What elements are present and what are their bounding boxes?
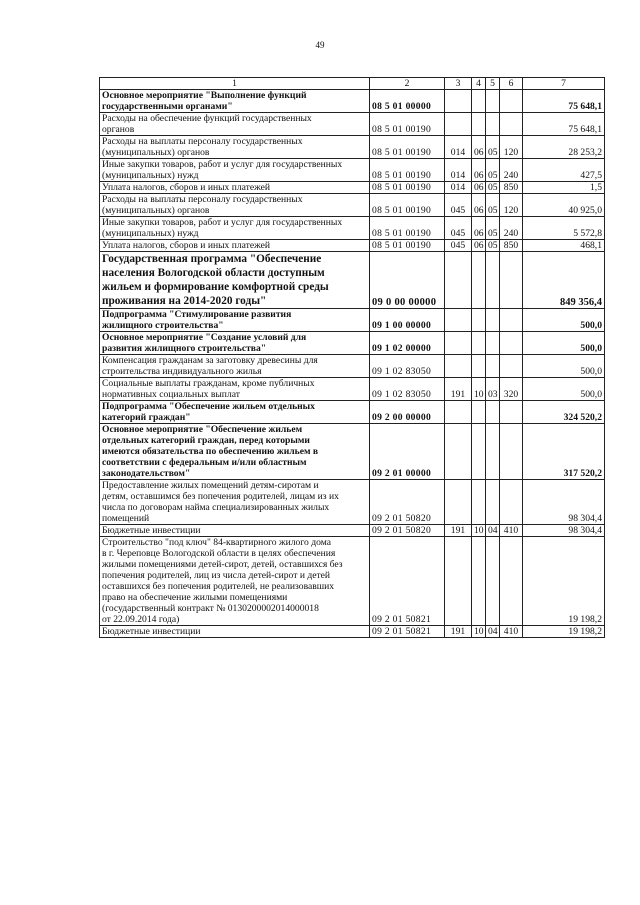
subsection-cell bbox=[486, 90, 500, 113]
section-cell: 06 bbox=[472, 159, 486, 182]
amount-cell: 500,0 bbox=[523, 378, 605, 401]
department-code-cell: 045 bbox=[445, 240, 472, 252]
target-article-cell: 09 2 01 50820 bbox=[370, 525, 445, 537]
subsection-cell: 05 bbox=[486, 240, 500, 252]
section-cell bbox=[472, 309, 486, 332]
amount-cell: 98 304,4 bbox=[523, 480, 605, 525]
subsection-cell bbox=[486, 252, 500, 309]
row-name-cell: Основное мероприятие "Выполнение функций государственными органами" bbox=[100, 90, 370, 113]
row-name-cell: Иные закупки товаров, работ и услуг для государственных (муниципальных) нужд bbox=[100, 159, 370, 182]
subsection-cell: 04 bbox=[486, 525, 500, 537]
subsection-cell: 05 bbox=[486, 194, 500, 217]
section-cell: 06 bbox=[472, 240, 486, 252]
subsection-cell bbox=[486, 355, 500, 378]
row-name-cell: Иные закупки товаров, работ и услуг для государственных (муниципальных) нужд bbox=[100, 217, 370, 240]
expense-type-cell bbox=[500, 90, 523, 113]
row-name-cell: Расходы на выплаты персоналу государственных (муниципальных) органов bbox=[100, 194, 370, 217]
row-name-cell: Бюджетные инвестиции bbox=[100, 626, 370, 638]
header-row bbox=[100, 78, 605, 90]
row-name-cell: Подпрограмма "Обеспечение жильем отдельных категорий граждан" bbox=[100, 401, 370, 424]
row-name-cell: Основное мероприятие "Обеспечение жильем отдельных категорий граждан, перед которыми имеются обязательства по обеспечению жильем в соответствии с федеральным и/или областным законодательством" bbox=[100, 424, 370, 480]
amount-cell: 849 356,4 bbox=[523, 252, 605, 309]
subsection-cell: 04 bbox=[486, 626, 500, 638]
expense-type-cell: 850 bbox=[500, 182, 523, 194]
department-code-cell: 045 bbox=[445, 194, 472, 217]
target-article-cell: 09 2 01 50821 bbox=[370, 537, 445, 626]
expense-type-cell bbox=[500, 113, 523, 136]
amount-cell: 5 572,8 bbox=[523, 217, 605, 240]
department-code-cell bbox=[445, 401, 472, 424]
column-header: 7 bbox=[523, 78, 605, 90]
section-cell bbox=[472, 355, 486, 378]
table-row bbox=[100, 537, 605, 626]
section-cell: 10 bbox=[472, 525, 486, 537]
section-cell: 06 bbox=[472, 194, 486, 217]
column-header: 3 bbox=[445, 78, 472, 90]
expense-type-cell bbox=[500, 355, 523, 378]
table-row bbox=[100, 626, 605, 638]
subsection-cell: 05 bbox=[486, 159, 500, 182]
table-row bbox=[100, 401, 605, 424]
section-cell: 06 bbox=[472, 136, 486, 159]
department-code-cell: 045 bbox=[445, 217, 472, 240]
row-name-cell: Уплата налогов, сборов и иных платежей bbox=[100, 240, 370, 252]
amount-cell: 75 648,1 bbox=[523, 113, 605, 136]
target-article-cell: 08 5 01 00190 bbox=[370, 159, 445, 182]
department-code-cell: 191 bbox=[445, 525, 472, 537]
section-cell bbox=[472, 480, 486, 525]
table-row bbox=[100, 332, 605, 355]
expense-type-cell bbox=[500, 252, 523, 309]
row-name-cell: Основное мероприятие "Создание условий для развития жилищного строительства" bbox=[100, 332, 370, 355]
target-article-cell: 08 5 01 00000 bbox=[370, 90, 445, 113]
department-code-cell bbox=[445, 309, 472, 332]
section-cell: 10 bbox=[472, 626, 486, 638]
budget-table bbox=[99, 77, 605, 638]
target-article-cell: 08 5 01 00190 bbox=[370, 113, 445, 136]
table-row bbox=[100, 217, 605, 240]
amount-cell: 1,5 bbox=[523, 182, 605, 194]
amount-cell: 468,1 bbox=[523, 240, 605, 252]
amount-cell: 40 925,0 bbox=[523, 194, 605, 217]
target-article-cell: 09 2 01 50820 bbox=[370, 480, 445, 525]
expense-type-cell: 410 bbox=[500, 626, 523, 638]
target-article-cell: 09 2 01 00000 bbox=[370, 424, 445, 480]
target-article-cell: 08 5 01 00190 bbox=[370, 182, 445, 194]
row-name-cell: Расходы на выплаты персоналу государственных (муниципальных) органов bbox=[100, 136, 370, 159]
subsection-cell: 05 bbox=[486, 182, 500, 194]
row-name-cell: Строительство "под ключ" 84-квартирного жилого дома в г. Череповце Вологодской области в целях обеспечения жилыми помещениями детей-сирот, детей, оставшихся без попечения родителей, лиц из числа детей-сирот и детей оставшихся без попечения родителей, не реализовавших право на обеспечение жилыми помещениями (государственный контракт № 0130200002014000018 от 22.09.2014 года) bbox=[100, 537, 370, 626]
section-cell bbox=[472, 537, 486, 626]
department-code-cell bbox=[445, 113, 472, 136]
expense-type-cell bbox=[500, 424, 523, 480]
expense-type-cell: 320 bbox=[500, 378, 523, 401]
amount-cell: 75 648,1 bbox=[523, 90, 605, 113]
amount-cell: 500,0 bbox=[523, 309, 605, 332]
section-cell bbox=[472, 424, 486, 480]
subsection-cell bbox=[486, 401, 500, 424]
expense-type-cell bbox=[500, 401, 523, 424]
table-row bbox=[100, 182, 605, 194]
table-row bbox=[100, 159, 605, 182]
section-cell bbox=[472, 332, 486, 355]
expense-type-cell bbox=[500, 537, 523, 626]
row-name-cell: Предоставление жилых помещений детям-сиротам и детям, оставшимся без попечения родителей, лицам из их числа по договорам найма специализированных жилых помещений bbox=[100, 480, 370, 525]
amount-cell: 500,0 bbox=[523, 332, 605, 355]
target-article-cell: 09 1 02 83050 bbox=[370, 355, 445, 378]
page-number: 49 bbox=[315, 40, 325, 50]
column-header: 6 bbox=[500, 78, 523, 90]
table-row bbox=[100, 378, 605, 401]
amount-cell: 317 520,2 bbox=[523, 424, 605, 480]
column-header: 2 bbox=[370, 78, 445, 90]
section-cell: 06 bbox=[472, 182, 486, 194]
expense-type-cell bbox=[500, 480, 523, 525]
table-row bbox=[100, 240, 605, 252]
department-code-cell: 191 bbox=[445, 626, 472, 638]
table-row bbox=[100, 252, 605, 309]
section-cell bbox=[472, 401, 486, 424]
section-cell bbox=[472, 113, 486, 136]
table-row bbox=[100, 136, 605, 159]
department-code-cell bbox=[445, 480, 472, 525]
section-cell: 06 bbox=[472, 217, 486, 240]
target-article-cell: 08 5 01 00190 bbox=[370, 217, 445, 240]
department-code-cell bbox=[445, 332, 472, 355]
subsection-cell bbox=[486, 309, 500, 332]
row-name-cell: Социальные выплаты гражданам, кроме публичных нормативных социальных выплат bbox=[100, 378, 370, 401]
subsection-cell bbox=[486, 332, 500, 355]
amount-cell: 427,5 bbox=[523, 159, 605, 182]
subsection-cell: 05 bbox=[486, 136, 500, 159]
table-row bbox=[100, 113, 605, 136]
department-code-cell bbox=[445, 90, 472, 113]
subsection-cell bbox=[486, 113, 500, 136]
department-code-cell bbox=[445, 355, 472, 378]
table-row bbox=[100, 424, 605, 480]
expense-type-cell: 120 bbox=[500, 194, 523, 217]
expense-type-cell: 850 bbox=[500, 240, 523, 252]
expense-type-cell: 120 bbox=[500, 136, 523, 159]
row-name-cell: Подпрограмма "Стимулирование развития жилищного строительства" bbox=[100, 309, 370, 332]
table-row bbox=[100, 194, 605, 217]
row-name-cell: Компенсация гражданам за заготовку древесины для строительства индивидуального жилья bbox=[100, 355, 370, 378]
table-row bbox=[100, 90, 605, 113]
table-row bbox=[100, 355, 605, 378]
subsection-cell: 03 bbox=[486, 378, 500, 401]
column-header: 5 bbox=[486, 78, 500, 90]
subsection-cell bbox=[486, 537, 500, 626]
target-article-cell: 09 1 02 00000 bbox=[370, 332, 445, 355]
target-article-cell: 08 5 01 00190 bbox=[370, 136, 445, 159]
target-article-cell: 08 5 01 00190 bbox=[370, 194, 445, 217]
row-name-cell: Государственная программа "Обеспечение населения Вологодской области доступным жильем и формирование комфортной среды проживания на 2014-2020 годы" bbox=[100, 252, 370, 309]
section-cell bbox=[472, 90, 486, 113]
amount-cell: 98 304,4 bbox=[523, 525, 605, 537]
table-row bbox=[100, 525, 605, 537]
row-name-cell: Уплата налогов, сборов и иных платежей bbox=[100, 182, 370, 194]
amount-cell: 19 198,2 bbox=[523, 537, 605, 626]
department-code-cell: 014 bbox=[445, 159, 472, 182]
expense-type-cell: 240 bbox=[500, 217, 523, 240]
section-cell bbox=[472, 252, 486, 309]
column-header: 1 bbox=[100, 78, 370, 90]
subsection-cell bbox=[486, 424, 500, 480]
row-name-cell: Расходы на обеспечение функций государственных органов bbox=[100, 113, 370, 136]
department-code-cell bbox=[445, 537, 472, 626]
expense-type-cell bbox=[500, 332, 523, 355]
target-article-cell: 09 2 00 00000 bbox=[370, 401, 445, 424]
table-row bbox=[100, 480, 605, 525]
subsection-cell: 05 bbox=[486, 217, 500, 240]
target-article-cell: 08 5 01 00190 bbox=[370, 240, 445, 252]
department-code-cell bbox=[445, 424, 472, 480]
amount-cell: 28 253,2 bbox=[523, 136, 605, 159]
subsection-cell bbox=[486, 480, 500, 525]
department-code-cell: 014 bbox=[445, 182, 472, 194]
table-row bbox=[100, 309, 605, 332]
target-article-cell: 09 0 00 00000 bbox=[370, 252, 445, 309]
target-article-cell: 09 1 02 83050 bbox=[370, 378, 445, 401]
amount-cell: 19 198,2 bbox=[523, 626, 605, 638]
row-name-cell: Бюджетные инвестиции bbox=[100, 525, 370, 537]
target-article-cell: 09 1 00 00000 bbox=[370, 309, 445, 332]
expense-type-cell: 240 bbox=[500, 159, 523, 182]
column-header: 4 bbox=[472, 78, 486, 90]
amount-cell: 500,0 bbox=[523, 355, 605, 378]
department-code-cell: 014 bbox=[445, 136, 472, 159]
expense-type-cell bbox=[500, 309, 523, 332]
section-cell: 10 bbox=[472, 378, 486, 401]
expense-type-cell: 410 bbox=[500, 525, 523, 537]
amount-cell: 324 520,2 bbox=[523, 401, 605, 424]
department-code-cell: 191 bbox=[445, 378, 472, 401]
target-article-cell: 09 2 01 50821 bbox=[370, 626, 445, 638]
department-code-cell bbox=[445, 252, 472, 309]
